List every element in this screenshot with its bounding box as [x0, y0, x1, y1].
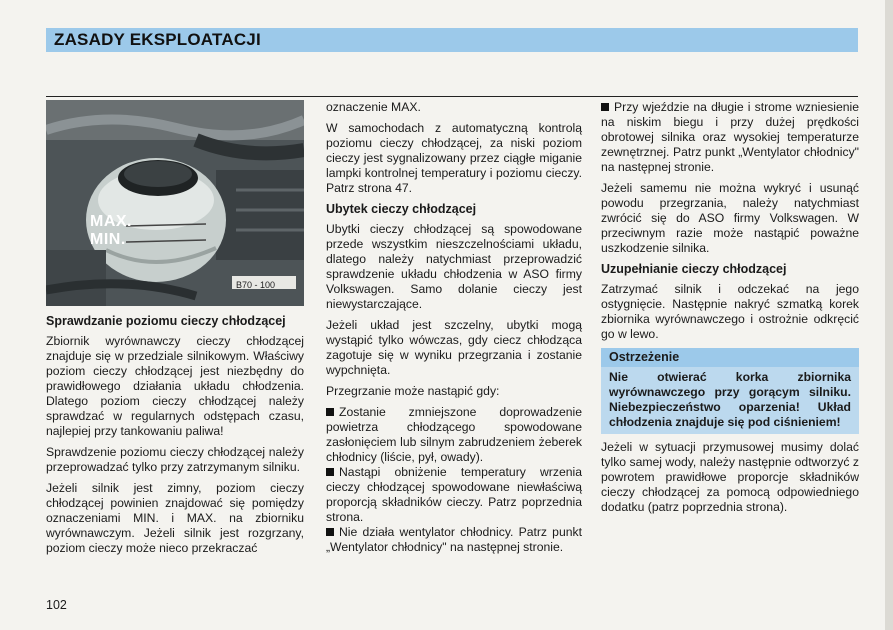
- paragraph: Przegrzanie może nastąpić gdy:: [326, 384, 500, 398]
- header-rule: [46, 96, 858, 97]
- paragraph: Jeżeli silnik jest zimny, poziom cieczy chłodzącej powinien znajdować się pomiędzy oznaczeniami MIN. i MAX. na zbiorniku wyrównawczym. Jeżeli silnik jest rozgrzany, poziom cieczy może nieco przekraczać: [46, 481, 304, 555]
- column-2: [326, 100, 582, 561]
- engine-bay-illustration: [46, 100, 304, 306]
- max-label: MAX.: [90, 213, 132, 230]
- bullet-item: [326, 525, 582, 555]
- bullet-square-icon: [326, 528, 334, 536]
- bullet-item: [326, 465, 582, 525]
- bullet-square-icon: [601, 103, 609, 111]
- heading-refill-coolant: Uzupełnianie cieczy chłodzącej: [601, 262, 787, 276]
- section-title: ZASADY EKSPLOATACJI: [54, 30, 261, 49]
- paragraph: Zbiornik wyrównawczy cieczy chłodzącej znajduje się w przedziale silnikowym. Właściwy poziom cieczy chłodzącej jest niezbędny do prawidłowego działania układu chłodzenia. Dlatego poziom cieczy chłodzącej należy sprawdzać w regularnych odstępach czasu, najlepiej przy tankowaniu paliwa!: [46, 334, 304, 438]
- bullet-square-icon: [326, 408, 334, 416]
- bullet-square-icon: [326, 468, 334, 476]
- bullet-item: [326, 405, 582, 465]
- paragraph: Jeżeli układ jest szczelny, ubytki mogą wystąpić tylko wówczas, gdy ciecz chłodząca zagotuje się w wyniku przegrzania i zostanie wypchnięta.: [326, 318, 582, 377]
- warning-body: Nie otwierać korka zbiornika wyrównawczego przy gorącym silniku. Niebezpieczeństwo oparzenia! Układ chłodzenia znajduje się pod ciśnieniem!: [601, 367, 859, 434]
- heading-check-coolant-level: Sprawdzanie poziomu cieczy chłodzącej: [46, 314, 286, 328]
- engine-photo: [46, 100, 304, 306]
- bullet-text: Przy wjeździe na długie i strome wzniesienie na niskim biegu i przy dużej prędkości obrotowej silnika oraz wysokiej temperaturze zewnętrznej. Patrz punkt „Wentylator chłodnicy" na następnej stronie.: [601, 100, 859, 174]
- bullet-text: Nie działa wentylator chłodnicy. Patrz punkt „Wentylator chłodnicy" na następnej stronie.: [326, 525, 582, 554]
- heading-coolant-loss: Ubytek cieczy chłodzącej: [326, 202, 477, 216]
- paragraph: Zatrzymać silnik i odczekać na jego ostygnięcie. Następnie nakryć szmatką korek zbiornika wyrównawczego i ostrożnie odkręcić go w lewo.: [601, 282, 859, 341]
- paragraph: W samochodach z automatyczną kontrolą poziomu cieczy chłodzącej, za niski poziom cieczy jest sygnalizowany przez ciągłe miganie lampki kontrolnej temperatury i poziomu cieczy. Patrz strona 47.: [326, 121, 582, 195]
- section-header-bar: [46, 28, 858, 52]
- paragraph: Jeżeli samemu nie można wykryć i usunąć powodu przegrzania, należy natychmiast zwrócić się do ASO firmy Volkswagen. W przeciwnym razie może nastąpić poważne uszkodzenie silnika.: [601, 181, 859, 255]
- page-number: 102: [46, 598, 67, 612]
- paragraph: Ubytki cieczy chłodzącej są spowodowane przede wszystkim nieszczelnościami układu, dlatego należy natychmiast przeprowadzić sprawdzenie układu chłodzenia w ASO firmy Volkswagen. Samo dolanie cieczy jest niewystarczające.: [326, 222, 582, 311]
- column-3: [601, 100, 859, 521]
- column-1: [46, 100, 304, 562]
- page-edge: [885, 0, 893, 630]
- paragraph: Sprawdzenie poziomu cieczy chłodzącej należy przeprowadzać tylko przy zatrzymanym silniku.: [46, 445, 304, 474]
- min-label: MIN.: [90, 231, 126, 248]
- bullet-text: Nastąpi obniżenie temperatury wrzenia cieczy chłodzącej spowodowane niewłaściwą proporcją składników cieczy. Patrz poprzednia strona.: [326, 465, 582, 524]
- photo-code: B70 - 100: [236, 280, 276, 290]
- warning-title: Ostrzeżenie: [601, 348, 859, 367]
- bullet-item: [601, 100, 859, 175]
- bullet-text: Zostanie zmniejszone doprowadzenie powietrza chłodzącego spowodowane zasłonięciem lub silnym zabrudzeniem żeberek chłodnicy (liście, pył, owady).: [326, 405, 582, 464]
- paragraph: Jeżeli w sytuacji przymusowej musimy dolać tylko samej wody, należy następnie odtworzyć z powrotem prawidłowe proporcje składników cieczy chłodzącej za pomocą odpowiedniego dodatku (patrz poprzednia strona).: [601, 440, 859, 514]
- paragraph: oznaczenie MAX.: [326, 100, 421, 114]
